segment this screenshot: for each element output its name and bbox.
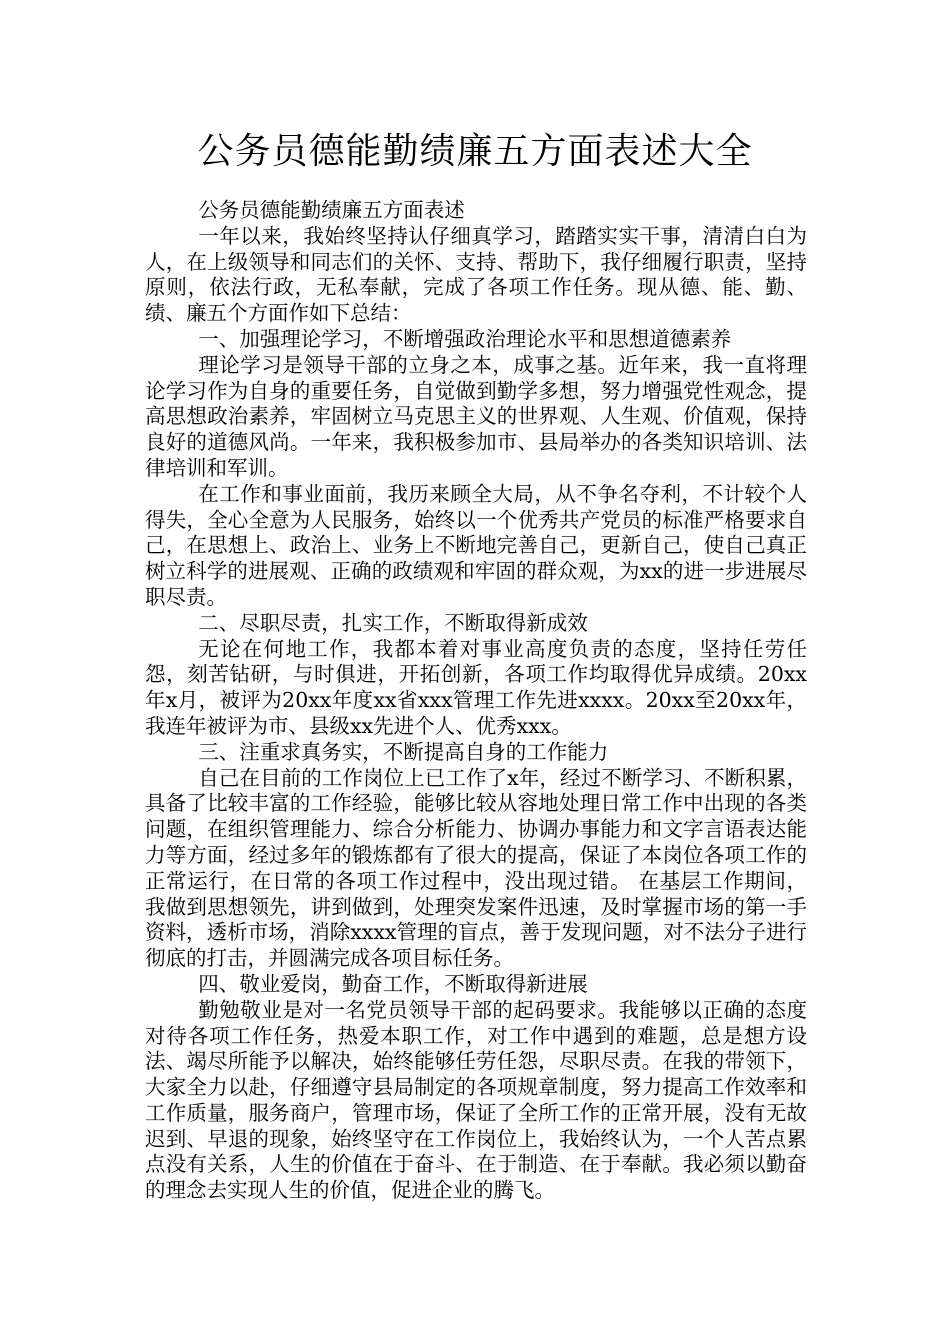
section-heading-3: 三、注重求真务实，不断提高自身的工作能力 (198, 739, 609, 764)
paragraph: 在工作和事业面前，我历来顾全大局，从不争名夺利，不计较个人得失，全心全意为人民服务，始终以一个优秀共产党员的标准严格要求自己，在思想上、政治上、业务上不断地完善自己，更新自己，使自己真正树立科学的进展观、正确的政绩观和牢固的群众观，为xx的进一步进展尽职尽责。 (145, 481, 807, 609)
paragraph-intro: 一年以来，我始终坚持认仔细真学习，踏踏实实干事，清清白白为人，在上级领导和同志们的关怀、支持、帮助下，我仔细履行职责，坚持原则，依法行政，无私奉献，完成了各项工作任务。现从德、能、勤、绩、廉五个方面作如下总结： (145, 223, 807, 326)
paragraph: 无论在何地工作，我都本着对事业高度负责的态度，坚持任劳任怨，刻苦钻研，与时俱进，开拓创新，各项工作均取得优异成绩。20xx年x月，被评为20xx年度xx省xxx管理工作先进xxxx。20xx至20xx年，我连年被评为市、县级xx先进个人、优秀xxx。 (145, 636, 807, 738)
section-heading-2: 二、尽职尽责，扎实工作，不断取得新成效 (198, 610, 588, 635)
document-body (145, 198, 807, 1204)
paragraph-subtitle: 公务员德能勤绩廉五方面表述 (198, 198, 465, 222)
document-title: 公务员德能勤绩廉五方面表述大全 (197, 131, 753, 172)
section-heading-1: 一、加强理论学习，不断增强政治理论水平和思想道德素养 (198, 326, 732, 351)
paragraph: 勤勉敬业是对一名党员领导干部的起码要求。我能够以正确的态度对待各项工作任务，热爱本职工作，对工作中遇到的难题，总是想方设法、竭尽所能予以解决，始终能够任劳任怨，尽职尽责。在我的带领下，大家全力以赴，仔细遵守县局制定的各项规章制度，努力提高工作效率和工作质量，服务商户，管理市场，保证了全所工作的正常开展，没有无故迟到、早退的现象，始终坚守在工作岗位上，我始终认为，一个人苦点累点没有关系，人生的价值在于奋斗、在于制造、在于奉献。我必须以勤奋的理念去实现人生的价值，促进企业的腾飞。 (145, 997, 807, 1203)
paragraph: 自己在目前的工作岗位上已工作了x年，经过不断学习、不断积累，具备了比较丰富的工作经验，能够比较从容地处理日常工作中出现的各类问题，在组织管理能力、综合分析能力、协调办事能力和文字言语表达能力等方面，经过多年的锻炼都有了很大的提高，保证了本岗位各项工作的正常运行，在日常的各项工作过程中，没出现过错。 在基层工作期间，我做到思想领先，讲到做到，处理突发案件迅速，及时掌握市场的第一手资料，透析市场，消除xxxx管理的盲点，善于发现问题，对不法分子进行彻底的打击，并圆满完成各项目标任务。 (145, 765, 807, 971)
paragraph: 理论学习是领导干部的立身之本，成事之基。近年来，我一直将理论学习作为自身的重要任务，自觉做到勤学多想，努力增强党性观念，提高思想政治素养，牢固树立马克思主义的世界观、人生观、价值观，保持良好的道德风尚。一年来，我积极参加市、县局举办的各类知识培训、法律培训和军训。 (145, 352, 807, 480)
section-heading-4: 四、敬业爱岗，勤奋工作，不断取得新进展 (198, 971, 588, 996)
